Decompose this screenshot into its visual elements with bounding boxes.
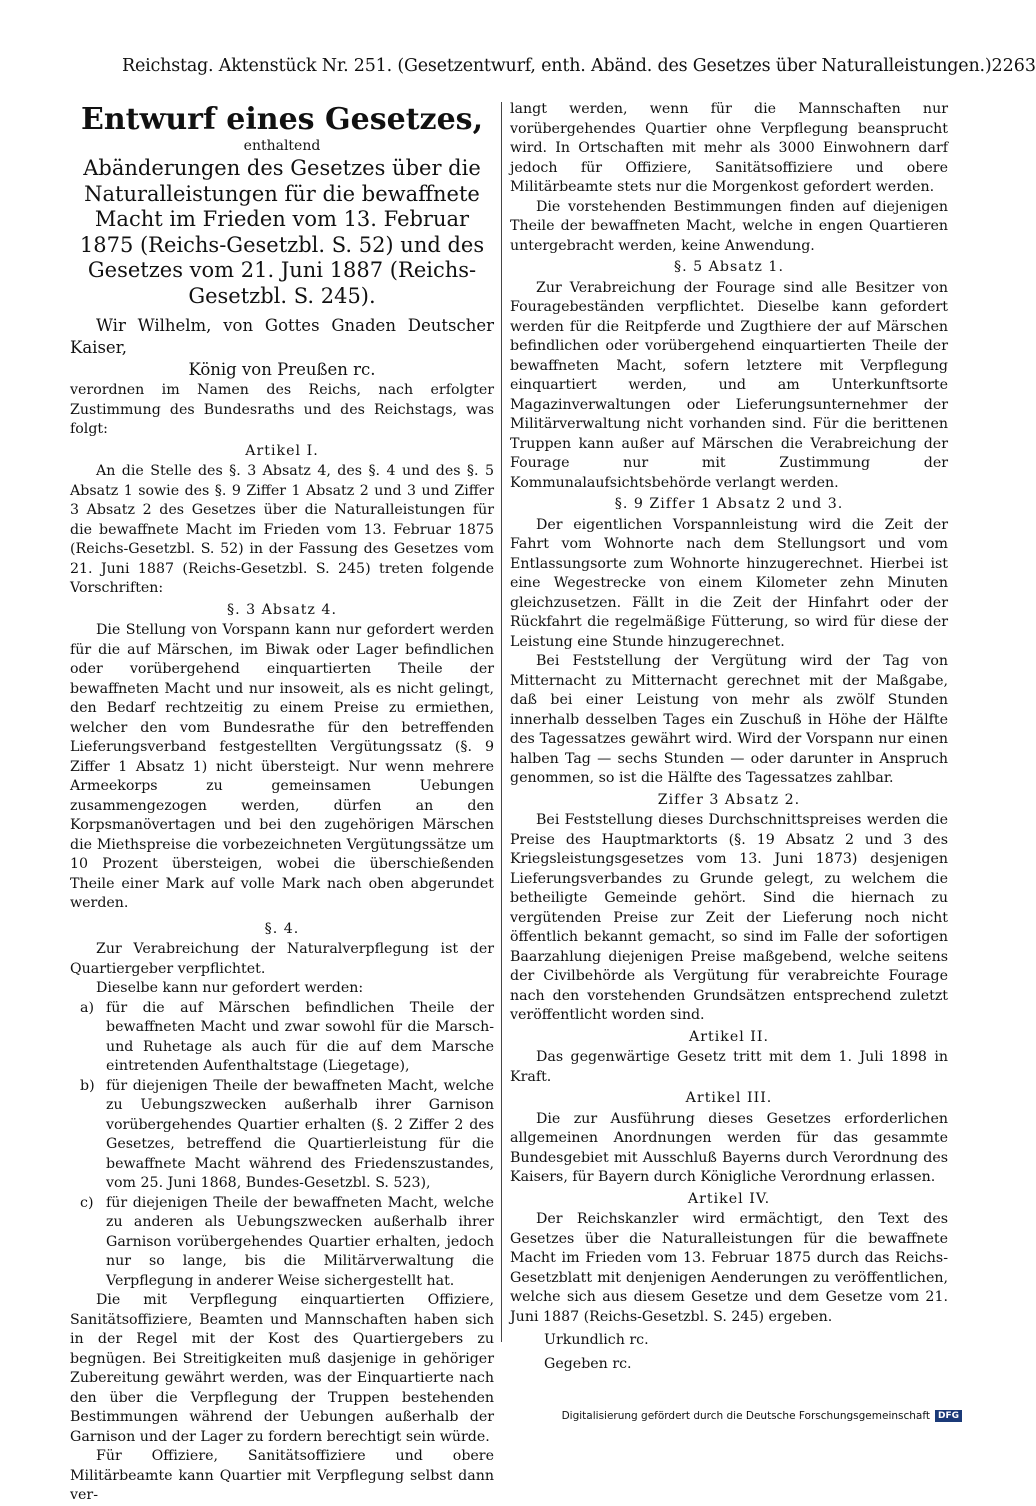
column-divider: [501, 102, 502, 1342]
section-4-text3: Die mit Verpflegung einquartierten Offiziere, Sanitätsoffiziere, Beamten und Mannschaften haben sich in der Regel mit der Kost des Quartiergebers zu begnügen. Bei Streitigkeiten muß dasjenige in gehöriger Zubereitung gewährt werden, was der Einquartierte nach den über die Verpflegung der Truppen bestehenden Bestimmungen während der Uebungen außerhalb der Garnison und der Lager zu fordern berechtigt sein würde.: [70, 1292, 494, 1445]
right-column: [510, 100, 948, 1374]
section-4-text4-end: langt werden, wenn für die Mannschaften nur vorübergehendes Quartier ohne Verpflegung beansprucht wird. In Ortschaften mit mehr als 3000 Einwohnern darf jedoch für Offiziere, Sanitätsoffiziere und obere Militärbeamte stets nur die Morgenkost gefordert werden.: [510, 101, 948, 195]
article-3-text: Die zur Ausführung dieses Gesetzes erforderlichen allgemeinen Anordnungen werden für das gesammte Bundesgebiet mit Ausschluß Bayerns durch Verordnung des Kaisers, für Bayern durch Königliche Verordnung erlassen.: [510, 1110, 948, 1185]
section-4-text5: Die vorstehenden Bestimmungen finden auf diejenigen Theile der bewaffneten Macht, welche in engen Quartieren untergebracht werden, keine Anwendung.: [510, 198, 948, 254]
dfg-logo: DFG: [935, 1410, 962, 1422]
item-text: für die auf Märschen befindlichen Theile der bewaffneten Macht und zwar sowohl für die Marsch- und Ruhetage als auch für die auf dem Marsche eintretenden Aufenthaltstage (Liegetage),: [106, 999, 494, 1074]
footer-text: Digitalisierung gefördert durch die Deutsche Forschungsgemeinschaft: [561, 1410, 930, 1422]
list-item: [70, 1077, 494, 1194]
section-4-text1: Zur Verabreichung der Naturalverpflegung ist der Quartiergeber verpflichtet.: [70, 941, 494, 977]
item-text: für diejenigen Theile der bewaffneten Macht, welche zu Uebungszwecken außerhalb ihrer Garnison vorübergehendes Quartier erhalten (§. 2 Ziffer 2 des Gesetzes, betreffend die Quartierleistung für die bewaffnete Macht während des Friedenszustandes, vom 25. Juni 1868, Bundes-Gesetzbl. S. 523),: [106, 1077, 494, 1191]
digitization-footer: [562, 1410, 962, 1422]
section-4-text2: Dieselbe kann nur gefordert werden:: [96, 980, 364, 996]
item-text: für diejenigen Theile der bewaffneten Macht, welche zu anderen als Uebungszwecken außerhalb ihrer Garnison vorübergehendes Quartier erhalten, jedoch nur so lange, bis die Militärverwaltung die Verpflegung in anderer Weise sichergestellt hat.: [106, 1194, 494, 1289]
article-4-heading: Artikel IV.: [687, 1190, 771, 1207]
preamble-line3: verordnen im Namen des Reichs, nach erfolgter Zustimmung des Bundesraths und des Reichstags, was folgt:: [70, 382, 494, 437]
law-title: Entwurf eines Gesetzes,: [80, 102, 484, 137]
ziffer-3-text: Bei Feststellung dieses Durchschnittspreises werden die Preise des Hauptmarktorts (§. 19 Absatz 2 und 3 des Kriegsleistungsgesetzes vom 13. Juni 1873) desjenigen Lieferungsverbandes zu Grunde gelegt, zu welchem die betheiligte Gemeinde gehört. Sind die hiernach zu vergütenden Preise zur Zeit der Lieferung noch nicht öffentlich bekannt gemacht, so sind im Falle der sofortigen Baarzahlung diejenigen Preise maßgebend, welche seitens der Civilbehörde als Vergütung für verabreichte Fourage nach den vorstehenden Grundsätzen entsprechend zuletzt veröffentlicht worden sind.: [510, 812, 948, 1023]
list-item: [70, 999, 494, 1077]
section-9-text1: Der eigentlichen Vorspannleistung wird die Zeit der Fahrt vom Wohnorte nach dem Stellungsort und vom Entlassungsorte zum Wohnorte hinzugerechnet. Hierbei ist eine Wegestrecke von einem Kilometer zehn Minuten gleichzusetzen. Fällt in die Zeit der Hinfahrt oder der Rückfahrt die regelmäßige Fütterung, so wird für diese der Leistung eine Stunde hinzugerechnet.: [510, 516, 948, 650]
preamble-line1: Wir Wilhelm, von Gottes Gnaden Deutscher Kaiser,: [70, 316, 494, 357]
item-label: c): [80, 1194, 94, 1211]
running-head: Reichstag. Aktenstück Nr. 251. (Gesetzentwurf, enth. Abänd. des Gesetzes über Naturalleistungen.): [122, 56, 992, 76]
list-item: [70, 1194, 494, 1292]
item-label: b): [80, 1077, 95, 1094]
section-4-text4-start: Für Offiziere, Sanitätsoffiziere und obere Militärbeamte kann Quartier mit Verpflegung selbst dann ver-: [70, 1448, 494, 1503]
left-column: [70, 100, 494, 1506]
article-2-heading: Artikel II.: [688, 1028, 770, 1045]
article-2-text: Das gegenwärtige Gesetz tritt mit dem 1. Juli 1898 in Kraft.: [510, 1049, 948, 1085]
signature-line-1: Urkundlich rc.: [544, 1332, 649, 1348]
law-long-title: Abänderungen des Gesetzes über die Naturalleistungen für die bewaffnete Macht im Frieden vom 13. Februar 1875 (Reichs-Gesetzbl. S. 52) und des Gesetzes vom 21. Juni 1887 (Reichs-Gesetzbl. S. 245).: [79, 156, 485, 308]
section-3-text: Die Stellung von Vorspann kann nur gefordert werden für die auf Märschen, im Biwak oder Lager befindlichen oder vorübergehend einquartierten Theile der bewaffneten Macht und nur insoweit, als es nicht gelingt, den Bedarf rechtzeitig zu einem Preise zu ermiethen, welcher den vom Bundesrathe für den betreffenden Lieferungsverband festgestellten Vergütungssatz (§. 9 Ziffer 1 Absatz 1) nicht übersteigt. Nur wenn mehrere Armeekorps zu gemeinsamen Uebungen zusammengezogen werden, dürfen an den Korpsmanövertagen und bei den zugehörigen Märschen die Miethspreise die vorbezeichneten Vergütungssätze um 10 Prozent übersteigen, wobei die überschießenden Theile einer Mark auf volle Mark nach oben abgerundet werden.: [70, 622, 494, 911]
section-5-heading: §. 5 Absatz 1.: [674, 259, 784, 275]
article-1-heading: Artikel I.: [245, 442, 319, 459]
page-header: [122, 56, 1036, 88]
law-subtitle: enthaltend: [243, 138, 321, 154]
page-number: 2263: [991, 56, 1036, 76]
preamble-line2: König von Preußen rc.: [188, 360, 376, 379]
article-1-text: An die Stelle des §. 3 Absatz 4, des §. 4 und des §. 5 Absatz 1 sowie des §. 9 Ziffer 1 Absatz 2 und 3 und Ziffer 3 Absatz 2 des Gesetzes über die Naturalleistungen für die bewaffnete Macht im Frieden vom 13. Februar 1875 (Reichs-Gesetzbl. S. 52) in der Fassung des Gesetzes vom 21. Juni 1887 (Reichs-Gesetzbl. S. 245) treten folgende Vorschriften:: [70, 463, 494, 596]
article-3-heading: Artikel III.: [685, 1090, 773, 1106]
section-9-text2: Bei Feststellung der Vergütung wird der Tag von Mitternacht zu Mitternacht gerechnet mit der Maßgabe, daß bei einer Leistung von mehr als zwölf Stunden innerhalb desselben Tages ein Zuschuß in Höhe der Hälfte des Tagessatzes gewährt wird. Wird der Vorspann nur einen halben Tag — sechs Stunden — oder darunter in Anspruch genommen, so ist die Hälfte des Tagessatzes zahlbar.: [510, 653, 948, 786]
article-4-text: Der Reichskanzler wird ermächtigt, den Text des Gesetzes über die Naturalleistungen für die bewaffnete Macht im Frieden vom 13. Februar 1875 durch das Reichs-Gesetzblatt mit denjenigen Aenderungen zu veröffentlichen, welche sich aus diesem Gesetze und dem Gesetze vom 21. Juni 1887 (Reichs-Gesetzbl. S. 245) ergeben.: [510, 1211, 948, 1325]
section-3-heading: §. 3 Absatz 4.: [227, 601, 337, 618]
item-label: a): [80, 999, 94, 1016]
ziffer-3-heading: Ziffer 3 Absatz 2.: [657, 791, 801, 808]
section-9-heading: §. 9 Ziffer 1 Absatz 2 und 3.: [614, 496, 844, 512]
signature-line-2: Gegeben rc.: [544, 1355, 632, 1372]
section-4-heading: §. 4.: [264, 920, 300, 937]
section-5-text: Zur Verabreichung der Fourage sind alle Besitzer von Fouragebeständen verpflichtet. Dieselbe kann gefordert werden für die Reitpferde und Zugthiere der auf Märschen befindlichen oder vorübergehend einquartierten Theile der bewaffneten Macht, sofern letztere mit Verpflegung einquartiert werden, und am Unterkunftsorte Magazinverwaltungen oder Lieferungsunternehmer der Militärverwaltung nicht vorhanden sind. Für die berittenen Truppen kann außer auf Märschen die Verabreichung der Fourage nur mit Zustimmung der Kommunalaufsichtsbehörde verlangt werden.: [510, 279, 948, 491]
